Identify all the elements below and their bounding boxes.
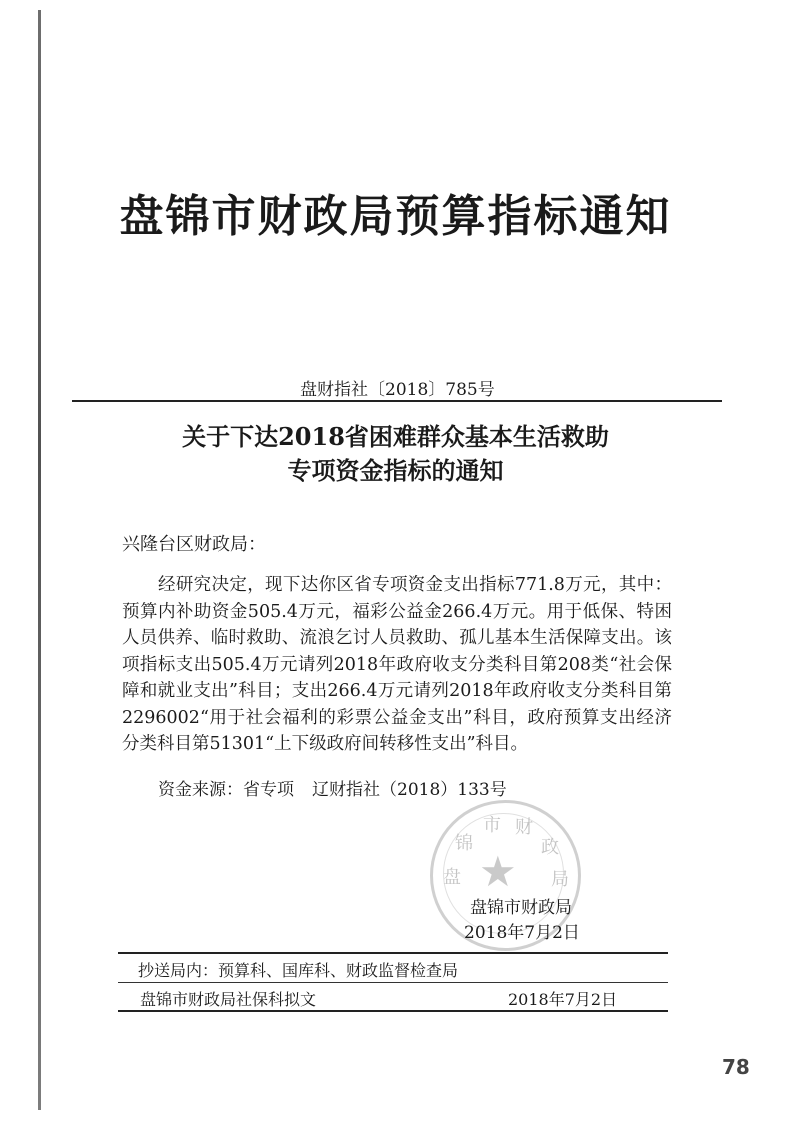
document-title	[0, 420, 791, 488]
footer-divider-bottom	[118, 1010, 668, 1012]
seal-char: 盘	[443, 867, 461, 888]
seal-char: 锦	[455, 833, 473, 854]
fund-source-reference: 辽财指社（2018）133号	[312, 780, 507, 800]
seal-char: 政	[541, 837, 559, 858]
issuer-signature: 盘锦市财政局	[470, 898, 572, 918]
issue-date: 2018年7月2日	[464, 923, 580, 943]
seal-star-icon: ★	[479, 847, 517, 896]
header-divider	[72, 400, 722, 402]
fund-source	[158, 775, 507, 800]
seal-char: 财	[515, 817, 533, 838]
title-line-1: 关于下达2018省困难群众基本生活救助	[182, 422, 609, 451]
seal-char: 市	[483, 815, 501, 836]
drafted-by: 盘锦市财政局社保科拟文	[140, 990, 317, 1009]
recipient: 兴隆台区财政局：	[122, 534, 266, 555]
document-number: 盘财指社〔2018〕785号	[300, 380, 495, 400]
page-number: 78	[722, 1055, 750, 1079]
binding-line	[38, 10, 41, 1110]
masthead: 盘锦市财政局预算指标通知	[119, 191, 672, 242]
body-paragraph: 经研究决定，现下达你区省专项资金支出指标771.8万元，其中：预算内补助资金505.4万元，福彩公益金266.4万元。用于低保、特困人员供养、临时救助、流浪乞讨人员救助、孤儿基本生活保障支出。该项指标支出505.4万元请列2018年政府收支分类科目第208类“社会保障和就业支出”科目；支出266.4万元请列2018年政府收支分类科目第2296002“用于社会福利的彩票公益金支出”科目，政府预算支出经济分类科目第51301“上下级政府间转移性支出”科目。	[122, 575, 672, 754]
footer-divider-middle	[118, 982, 668, 983]
fund-source-label: 资金来源：省专项	[158, 780, 294, 800]
footer-divider-top	[118, 952, 668, 954]
title-line-2: 专项资金指标的通知	[287, 456, 504, 485]
drafted-date: 2018年7月2日	[508, 990, 618, 1009]
cc-line: 抄送局内：预算科、国库科、财政监督检查局	[138, 961, 459, 980]
seal-char: 局	[551, 869, 569, 890]
